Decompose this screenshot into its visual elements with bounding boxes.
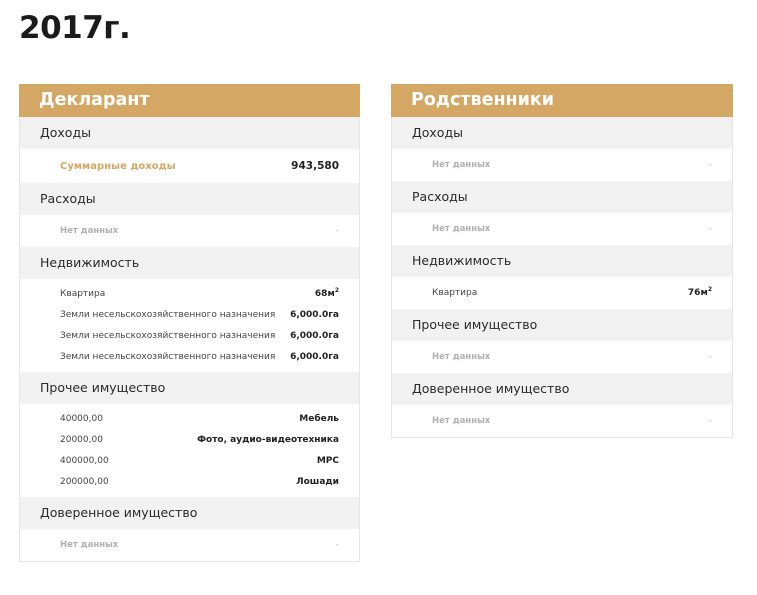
empty-value: - — [708, 351, 712, 362]
list-item — [392, 346, 732, 367]
empty-label: Нет данных — [432, 415, 491, 426]
property-amount: 200000,00 — [60, 476, 109, 487]
empty-value: - — [335, 539, 339, 550]
relatives-title: Родственники — [391, 84, 733, 117]
list-item — [392, 154, 732, 175]
declarant-income-title: Доходы — [20, 117, 359, 149]
list-item — [20, 450, 359, 471]
income-total-label: Суммарные доходы — [60, 160, 176, 172]
declarant-trust-title: Доверенное имущество — [20, 497, 359, 529]
realty-value: 6,000.0га — [290, 351, 339, 362]
property-type: Фото, аудио-видеотехника — [197, 434, 339, 445]
relatives-trust-title: Доверенное имущество — [392, 373, 732, 405]
property-amount: 400000,00 — [60, 455, 109, 466]
list-item — [20, 346, 359, 367]
property-type: Мебель — [299, 413, 339, 424]
relatives-expenses-title: Расходы — [392, 181, 732, 213]
list-item — [20, 408, 359, 429]
empty-label: Нет данных — [432, 351, 491, 362]
list-item — [20, 304, 359, 325]
realty-value: $68м^2$ — [314, 286, 339, 299]
realty-label: Квартира — [60, 288, 106, 299]
realty-label: Квартира — [432, 287, 478, 298]
relatives-other-property-title: Прочее имущество — [392, 309, 732, 341]
realty-value: 6,000.0га — [290, 330, 339, 341]
realty-label: Земли несельскохозяйственного назначения — [60, 330, 276, 341]
relatives-realty-title: Недвижимость — [392, 245, 732, 277]
income-total-value: 943,580 — [291, 160, 339, 172]
income-total-row — [20, 151, 359, 179]
property-amount: 20000,00 — [60, 434, 103, 445]
realty-value: 6,000.0га — [290, 309, 339, 320]
realty-label: Земли несельскохозяйственного назначения — [60, 309, 276, 320]
empty-value: - — [708, 223, 712, 234]
list-item — [20, 534, 359, 555]
year-heading: 2017г. — [19, 10, 131, 46]
list-item — [20, 471, 359, 492]
property-type: Лошади — [296, 476, 339, 487]
declarant-expenses-title: Расходы — [20, 183, 359, 215]
relatives-card — [391, 84, 733, 438]
list-item — [20, 283, 359, 304]
empty-label: Нет данных — [60, 225, 119, 236]
property-type: МРС — [316, 455, 339, 466]
empty-label: Нет данных — [432, 223, 491, 234]
list-item — [392, 410, 732, 431]
list-item — [392, 218, 732, 239]
realty-label: Земли несельскохозяйственного назначения — [60, 351, 276, 362]
list-item — [20, 429, 359, 450]
empty-value: - — [708, 159, 712, 170]
relatives-income-title: Доходы — [392, 117, 732, 149]
list-item — [20, 325, 359, 346]
list-item — [392, 282, 732, 303]
empty-value: - — [335, 225, 339, 236]
property-amount: 40000,00 — [60, 413, 103, 424]
empty-label: Нет данных — [60, 539, 119, 550]
declarant-realty-title: Недвижимость — [20, 247, 359, 279]
declarant-other-property-title: Прочее имущество — [20, 372, 359, 404]
realty-value: $76м^2$ — [687, 285, 712, 298]
empty-label: Нет данных — [432, 159, 491, 170]
empty-value: - — [708, 415, 712, 426]
list-item — [20, 220, 359, 241]
declarant-card — [19, 84, 360, 562]
declarant-title: Декларант — [19, 84, 360, 117]
